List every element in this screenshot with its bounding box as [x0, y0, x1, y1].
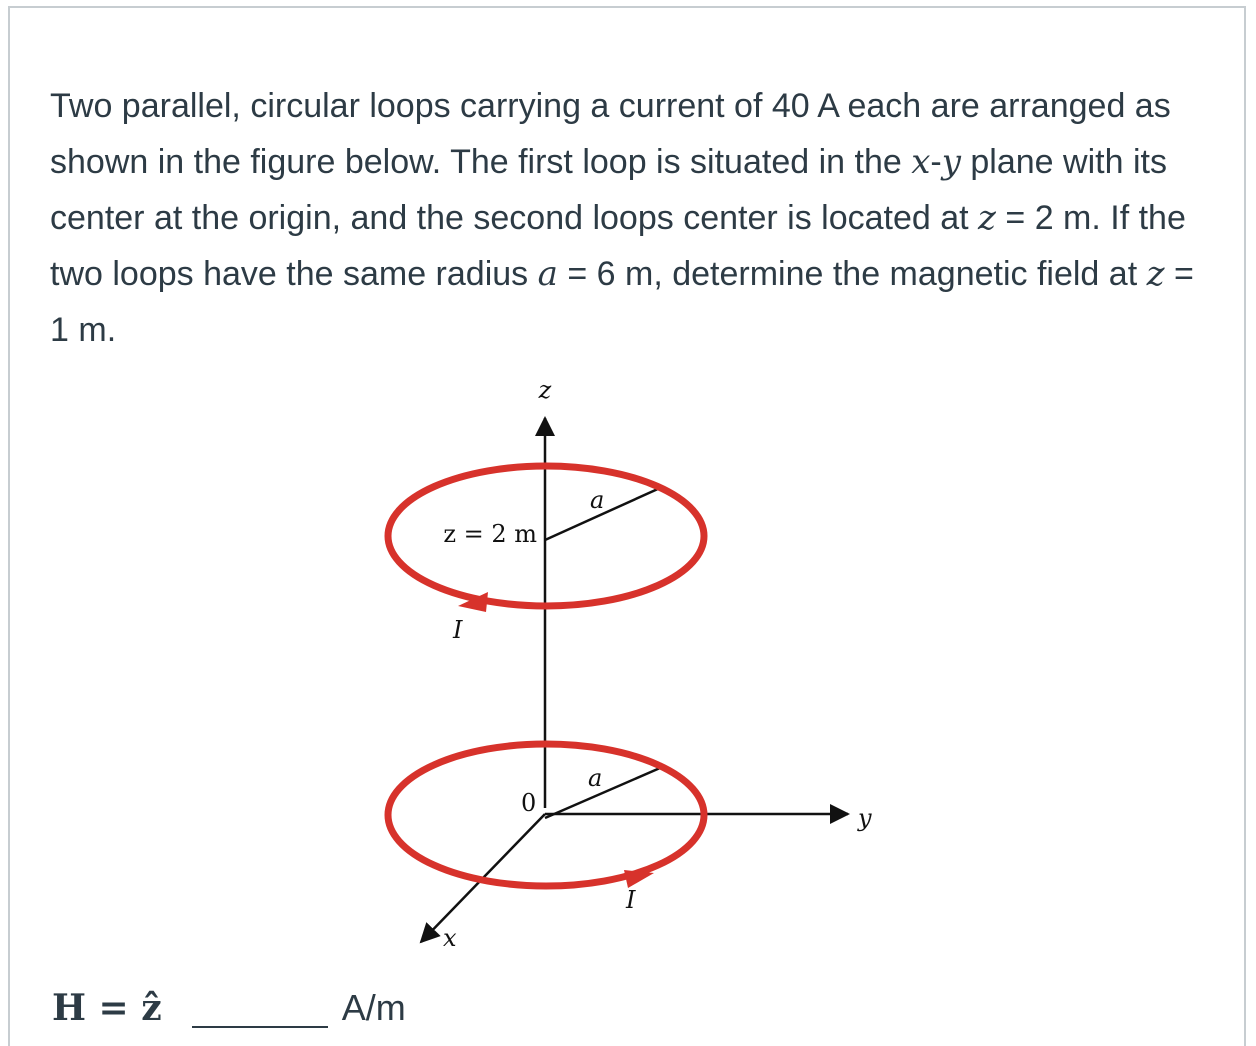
upper-loop-height-label: z = 2 m [443, 520, 537, 548]
math-y: y [941, 142, 961, 182]
answer-lhs: H = ẑ [52, 987, 162, 1029]
x-axis-label: x [443, 924, 457, 952]
question-part-4: 6 m, determine the magnetic field at [596, 255, 1147, 293]
math-equals: = [995, 199, 1035, 237]
origin-label: 0 [521, 789, 537, 817]
answer-row [52, 980, 406, 1036]
math-z-var: z [978, 198, 996, 238]
question-part-3: 2 m. If the two loops have the same radius [50, 199, 1186, 293]
answer-unit: A/m [341, 987, 406, 1028]
lower-radius-line [545, 768, 660, 818]
math-equals: = [557, 255, 597, 293]
answer-input[interactable] [192, 988, 328, 1028]
loops-figure [380, 376, 880, 956]
math-dash: - [930, 143, 942, 181]
question-part-5: m. [68, 311, 117, 349]
upper-radius-label: a [590, 486, 605, 514]
lower-current-label: I [626, 886, 636, 914]
question-part-1: Two parallel, circular loops carrying a current of 40 A each are arranged as shown in the figure below. The first loop is situated in the [50, 87, 1171, 181]
math-equals-one: = 1 [50, 255, 1194, 349]
question-part-2: plane with its center at the origin, and the second loops center is located at [50, 143, 1167, 237]
upper-current-label: I [453, 616, 463, 644]
z-axis-label: z [538, 376, 552, 404]
math-x: x [911, 142, 931, 182]
lower-radius-label: a [588, 764, 603, 792]
loops-diagram [380, 376, 880, 956]
math-z-var: z [1146, 254, 1165, 294]
y-axis-label: y [858, 804, 872, 832]
math-a-var: a [537, 254, 558, 294]
question-text [50, 78, 1200, 358]
